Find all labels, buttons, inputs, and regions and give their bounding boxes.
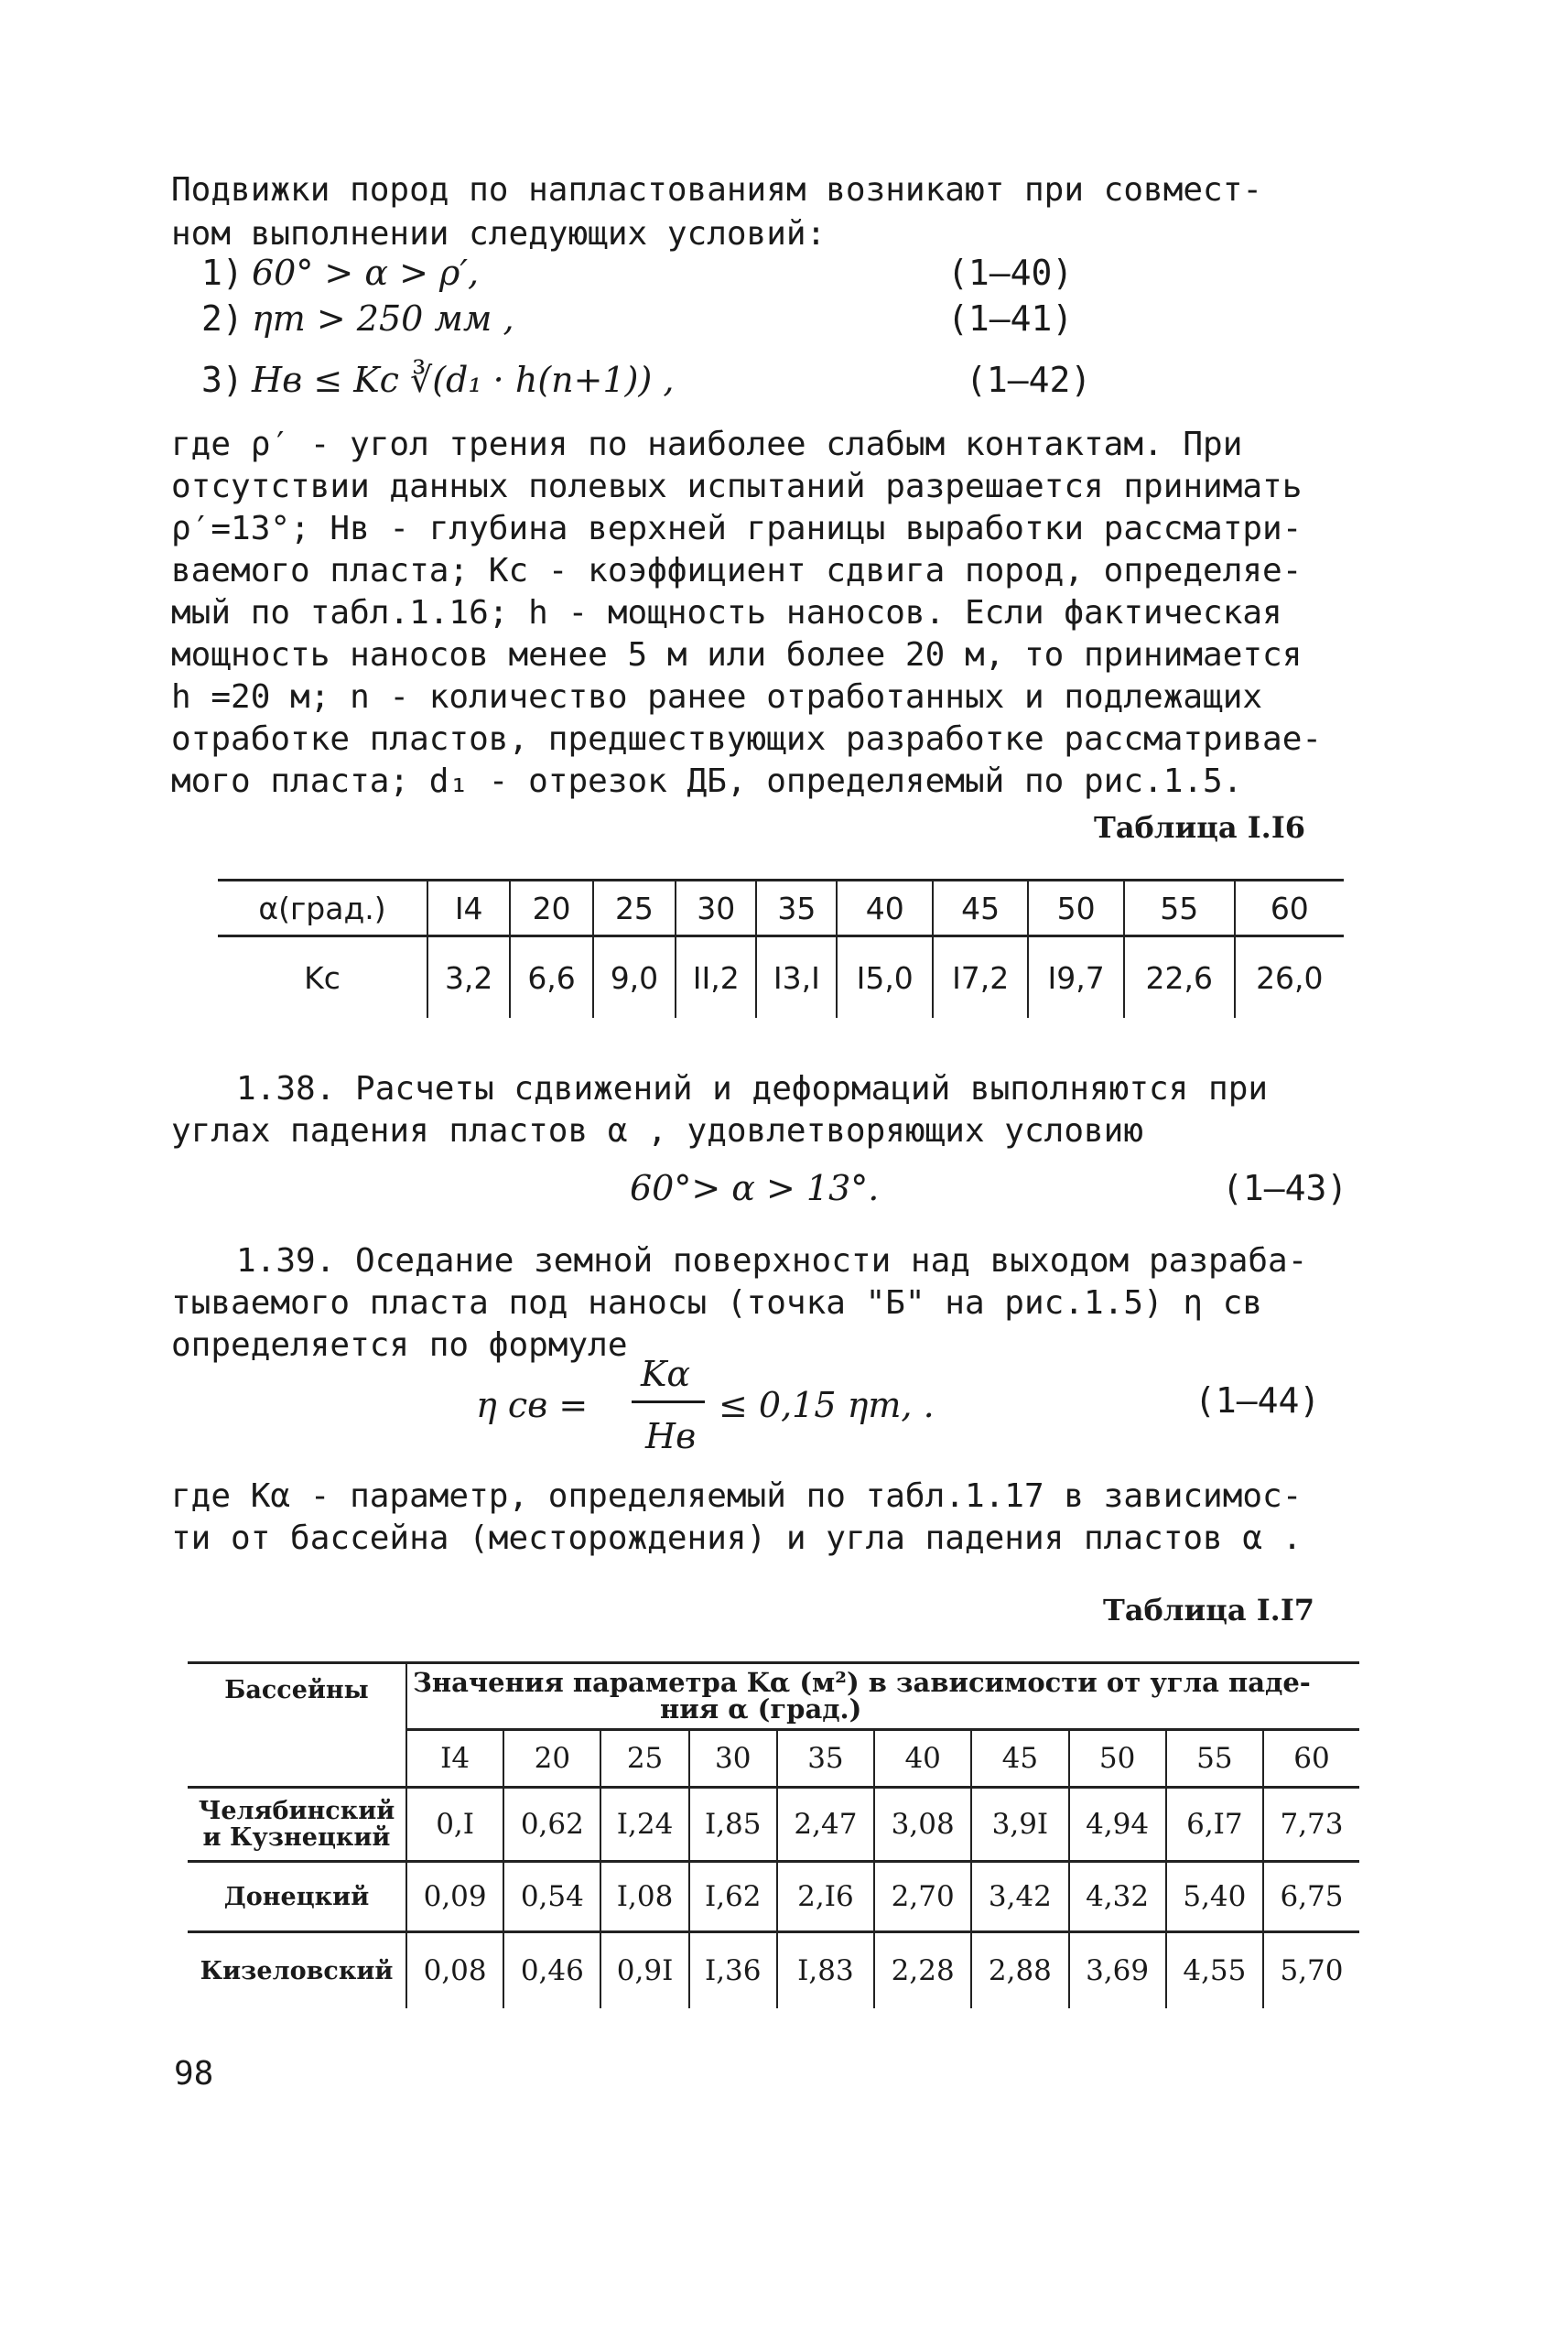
table-17-angle: 20 <box>503 1730 600 1788</box>
table-17-angle: 60 <box>1263 1730 1359 1788</box>
formula-1-44-numerator: Kα <box>641 1354 691 1394</box>
table-17-value: 0,09 <box>406 1862 503 1932</box>
table-17-angle: 40 <box>874 1730 971 1788</box>
table-17-value: I,62 <box>689 1862 777 1932</box>
section-139-line-2: тываемого пласта под наносы (точка "Б" на рис.1.5) η св <box>171 1284 1263 1322</box>
condition-1-ref: (1–40) <box>947 253 1074 293</box>
condition-2-ref: (1–41) <box>947 298 1074 339</box>
table-16-angle: 50 <box>1028 881 1123 936</box>
formula-1-44-ref: (1–44) <box>1195 1380 1321 1421</box>
table-17-caption: Таблица I.I7 <box>1103 1593 1315 1628</box>
table-16-angle: 45 <box>933 881 1028 936</box>
condition-3-number: 3) <box>201 360 243 400</box>
table-17-value: I,08 <box>600 1862 688 1932</box>
table-17-value: 3,42 <box>971 1862 1068 1932</box>
table-17 <box>188 1661 1359 2008</box>
table-17-value: 0,62 <box>503 1788 600 1862</box>
table-17-value: 5,70 <box>1263 1932 1359 2009</box>
intro-line-2: ном выполнении следующих условий: <box>171 215 827 253</box>
table-16-angle: 60 <box>1235 881 1344 936</box>
intro-line-1: Подвижки пород по напластованиям возникают при совмест- <box>171 171 1263 209</box>
table-17-value: I,36 <box>689 1932 777 2009</box>
table-16-value: I7,2 <box>933 936 1028 1019</box>
table-16-value: 6,6 <box>510 936 592 1019</box>
definition-line: ρ′=13°; Hв - глубина верхней границы выработки рассматри- <box>171 510 1303 547</box>
table-16-value: 26,0 <box>1235 936 1344 1019</box>
table-16-angle: 40 <box>837 881 932 936</box>
condition-2-formula: ηm > 250 мм , <box>252 298 514 339</box>
table-17-basin <box>188 1788 406 1862</box>
definition-line: отсутствии данных полевых испытаний разрешается принимать <box>171 468 1303 505</box>
table-17-angle: 50 <box>1069 1730 1166 1788</box>
definition-line: ваемого пласта; Kc - коэффициент сдвига пород, определяе- <box>171 552 1303 589</box>
table-17-value: I,85 <box>689 1788 777 1862</box>
condition-1-number: 1) <box>201 253 243 293</box>
section-138-line-1: 1.38. Расчеты сдвижений и деформаций выполняются при <box>236 1070 1269 1108</box>
table-17-value: 3,08 <box>874 1788 971 1862</box>
condition-1-formula: 60° > α > ρ′, <box>252 253 480 293</box>
table-17-value: 4,32 <box>1069 1862 1166 1932</box>
table-17-basin-line: и Кузнецкий <box>202 1823 391 1852</box>
table-16-value: I9,7 <box>1028 936 1123 1019</box>
table-17-basin-header: Бассейны <box>188 1663 406 1788</box>
section-138-formula: 60°> α > 13°. <box>630 1168 880 1208</box>
formula-1-44-denominator: Hв <box>645 1416 697 1456</box>
table-16-angle: 55 <box>1124 881 1235 936</box>
table-17-value: I,83 <box>777 1932 874 2009</box>
table-17-value: 0,I <box>406 1788 503 1862</box>
table-16-caption: Таблица I.I6 <box>1094 810 1306 845</box>
table-17-angle: 30 <box>689 1730 777 1788</box>
table-17-value: 2,88 <box>971 1932 1068 2009</box>
table-16-value: II,2 <box>676 936 756 1019</box>
table-17-header-line-2: ния α (град.) <box>660 1693 862 1725</box>
formula-1-44-right: ≤ 0,15 ηm, . <box>719 1385 935 1425</box>
table-17-value: I,24 <box>600 1788 688 1862</box>
table-17-value: 4,55 <box>1166 1932 1263 2009</box>
table-17-value: 3,69 <box>1069 1932 1166 2009</box>
table-16-header-label: α(град.) <box>218 881 427 936</box>
page-number: 98 <box>174 2055 214 2092</box>
table-17-parameter-header <box>406 1663 1359 1730</box>
section-139-line-1: 1.39. Оседание земной поверхности над выходом разраба- <box>236 1242 1308 1280</box>
table-16 <box>218 879 1344 1018</box>
section-138-ref: (1–43) <box>1222 1168 1348 1208</box>
definition-line: мого пласта; d₁ - отрезок ДБ, определяемый по рис.1.5. <box>171 762 1243 800</box>
section-138-line-2: углах падения пластов α , удовлетворяющих условию <box>171 1112 1144 1150</box>
section-139-after-2: ти от бассейна (месторождения) и угла падения пластов α . <box>171 1519 1303 1557</box>
table-17-value: 2,47 <box>777 1788 874 1862</box>
table-17-value: 6,75 <box>1263 1862 1359 1932</box>
table-17-value: 6,I7 <box>1166 1788 1263 1862</box>
table-17-value: 2,28 <box>874 1932 971 2009</box>
definition-line: мый по табл.1.16; h - мощность наносов. Если фактическая <box>171 594 1282 632</box>
table-17-value: 0,9I <box>600 1932 688 2009</box>
table-17-value: 0,46 <box>503 1932 600 2009</box>
table-17-angle: 45 <box>971 1730 1068 1788</box>
table-17-value: 4,94 <box>1069 1788 1166 1862</box>
table-17-basin: Кизеловский <box>200 1956 394 1985</box>
table-16-angle: I4 <box>427 881 510 936</box>
table-17-value: 7,73 <box>1263 1788 1359 1862</box>
condition-3-ref: (1–42) <box>966 360 1092 400</box>
table-16-angle: 30 <box>676 881 756 936</box>
table-16-value: I3,I <box>756 936 837 1019</box>
table-16-angle: 20 <box>510 881 592 936</box>
table-17-basin-line: Челябинский <box>198 1797 395 1825</box>
table-16-angle: 25 <box>593 881 676 936</box>
section-139-after-1: где Kα - параметр, определяемый по табл.1.17 в зависимос- <box>171 1477 1303 1515</box>
table-16-angle: 35 <box>756 881 837 936</box>
table-16-value: I5,0 <box>837 936 932 1019</box>
table-17-angle: 35 <box>777 1730 874 1788</box>
table-17-angle: 25 <box>600 1730 688 1788</box>
table-17-value: 5,40 <box>1166 1862 1263 1932</box>
section-139-line-3: определяется по формуле <box>171 1326 628 1364</box>
table-17-value: 2,I6 <box>777 1862 874 1932</box>
table-17-value: 0,08 <box>406 1932 503 2009</box>
table-16-value: 3,2 <box>427 936 510 1019</box>
table-17-angle: 55 <box>1166 1730 1263 1788</box>
definition-line: мощность наносов менее 5 м или более 20 м, то принимается <box>171 636 1303 674</box>
table-17-angle: I4 <box>406 1730 503 1788</box>
definition-line: где ρ′ - угол трения по наиболее слабым контактам. При <box>171 426 1243 463</box>
definition-line: отработке пластов, предшествующих разработке рассматривае- <box>171 720 1323 758</box>
table-17-value: 3,9I <box>971 1788 1068 1862</box>
table-17-header-line-1: Значения параметра Kα (м²) в зависимости от угла паде- <box>413 1667 1311 1698</box>
condition-3-formula: Hв ≤ Kc ∛(d₁ · h(n+1)) , <box>252 360 675 400</box>
table-17-value: 0,54 <box>503 1862 600 1932</box>
table-17-basin: Донецкий <box>188 1862 406 1932</box>
condition-2-number: 2) <box>201 298 243 339</box>
table-17-value: 2,70 <box>874 1862 971 1932</box>
table-16-row-label: Kc <box>304 959 341 996</box>
table-16-value: 9,0 <box>593 936 676 1019</box>
table-16-value: 22,6 <box>1124 936 1235 1019</box>
formula-1-44-left: η св = <box>476 1385 589 1425</box>
definition-line: h =20 м; n - количество ранее отработанных и подлежащих <box>171 678 1263 716</box>
formula-1-44-fraction-bar <box>632 1400 705 1403</box>
